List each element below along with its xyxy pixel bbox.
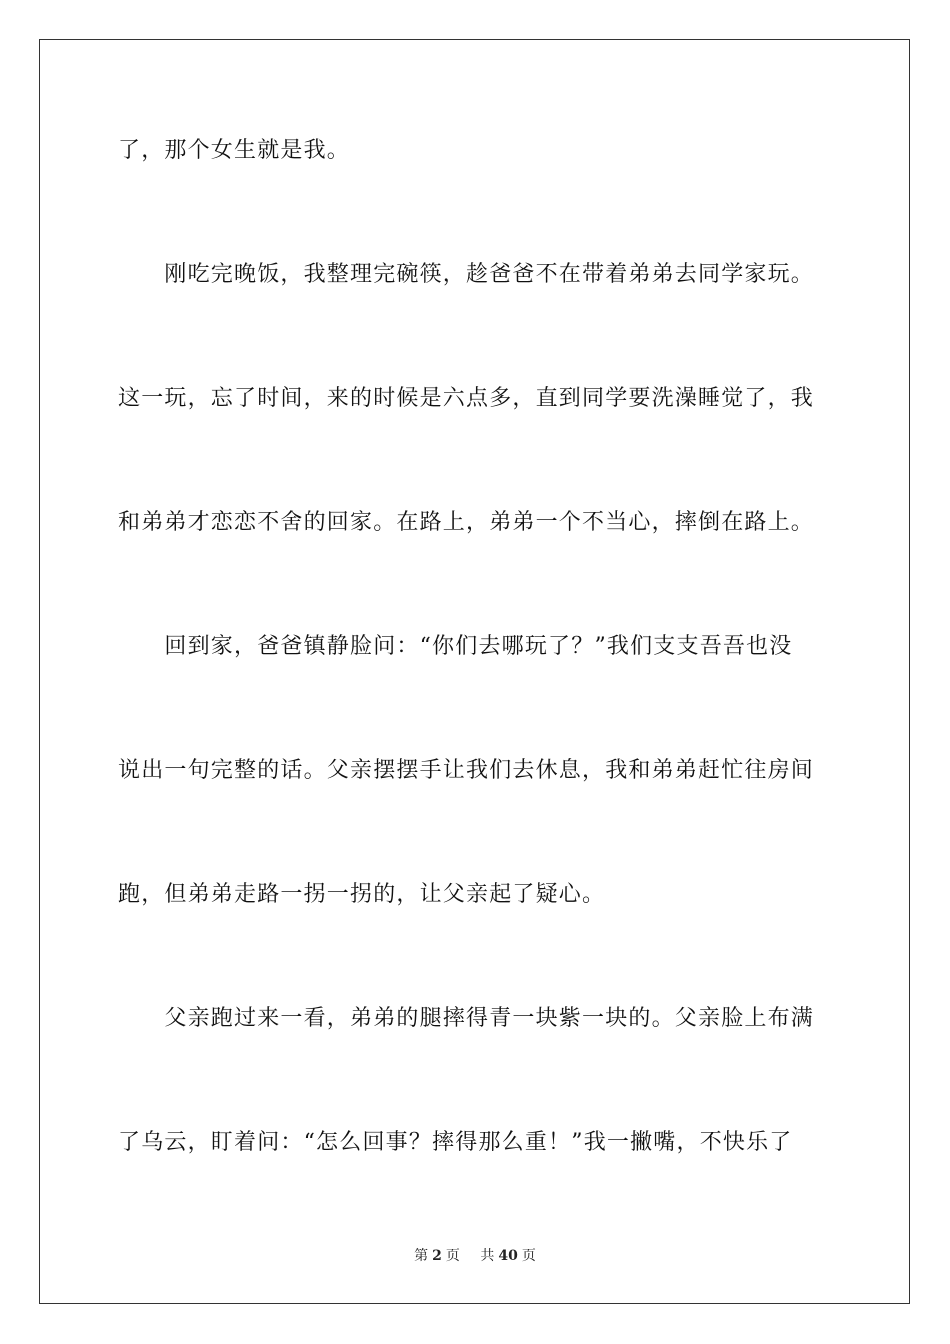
text-line-5: 回到家，爸爸镇静脸问：“你们去哪玩了？”我们支支吾吾也没: [118, 634, 793, 659]
text-line-3: 这一玩，忘了时间，来的时候是六点多，直到同学要洗澡睡觉了，我: [118, 386, 815, 411]
text-line-1: 了，那个女生就是我。: [118, 138, 351, 163]
page-number: 2: [432, 1248, 442, 1264]
text-line-7: 跑，但弟弟走路一拐一拐的，让父亲起了疑心。: [118, 882, 606, 907]
text-line-8: 父亲跑过来一看，弟弟的腿摔得青一块紫一块的。父亲脸上布满: [118, 1006, 815, 1031]
text-line-4: 和弟弟才恋恋不舍的回家。在路上，弟弟一个不当心，摔倒在路上。: [118, 510, 815, 535]
page-footer: [0, 1247, 950, 1265]
page-indicator: 第 2 页: [414, 1248, 460, 1264]
total-pages-indicator: 共 40 页: [480, 1248, 536, 1264]
page-border: [39, 39, 910, 1304]
total-pages: 40: [498, 1248, 518, 1264]
text-line-9: 了乌云，盯着问：“怎么回事？摔得那么重！”我一撇嘴，不快乐了: [118, 1130, 793, 1155]
text-line-2: 刚吃完晚饭，我整理完碗筷，趁爸爸不在带着弟弟去同学家玩。: [118, 262, 815, 287]
text-line-6: 说出一句完整的话。父亲摆摆手让我们去休息，我和弟弟赶忙往房间: [118, 758, 815, 783]
